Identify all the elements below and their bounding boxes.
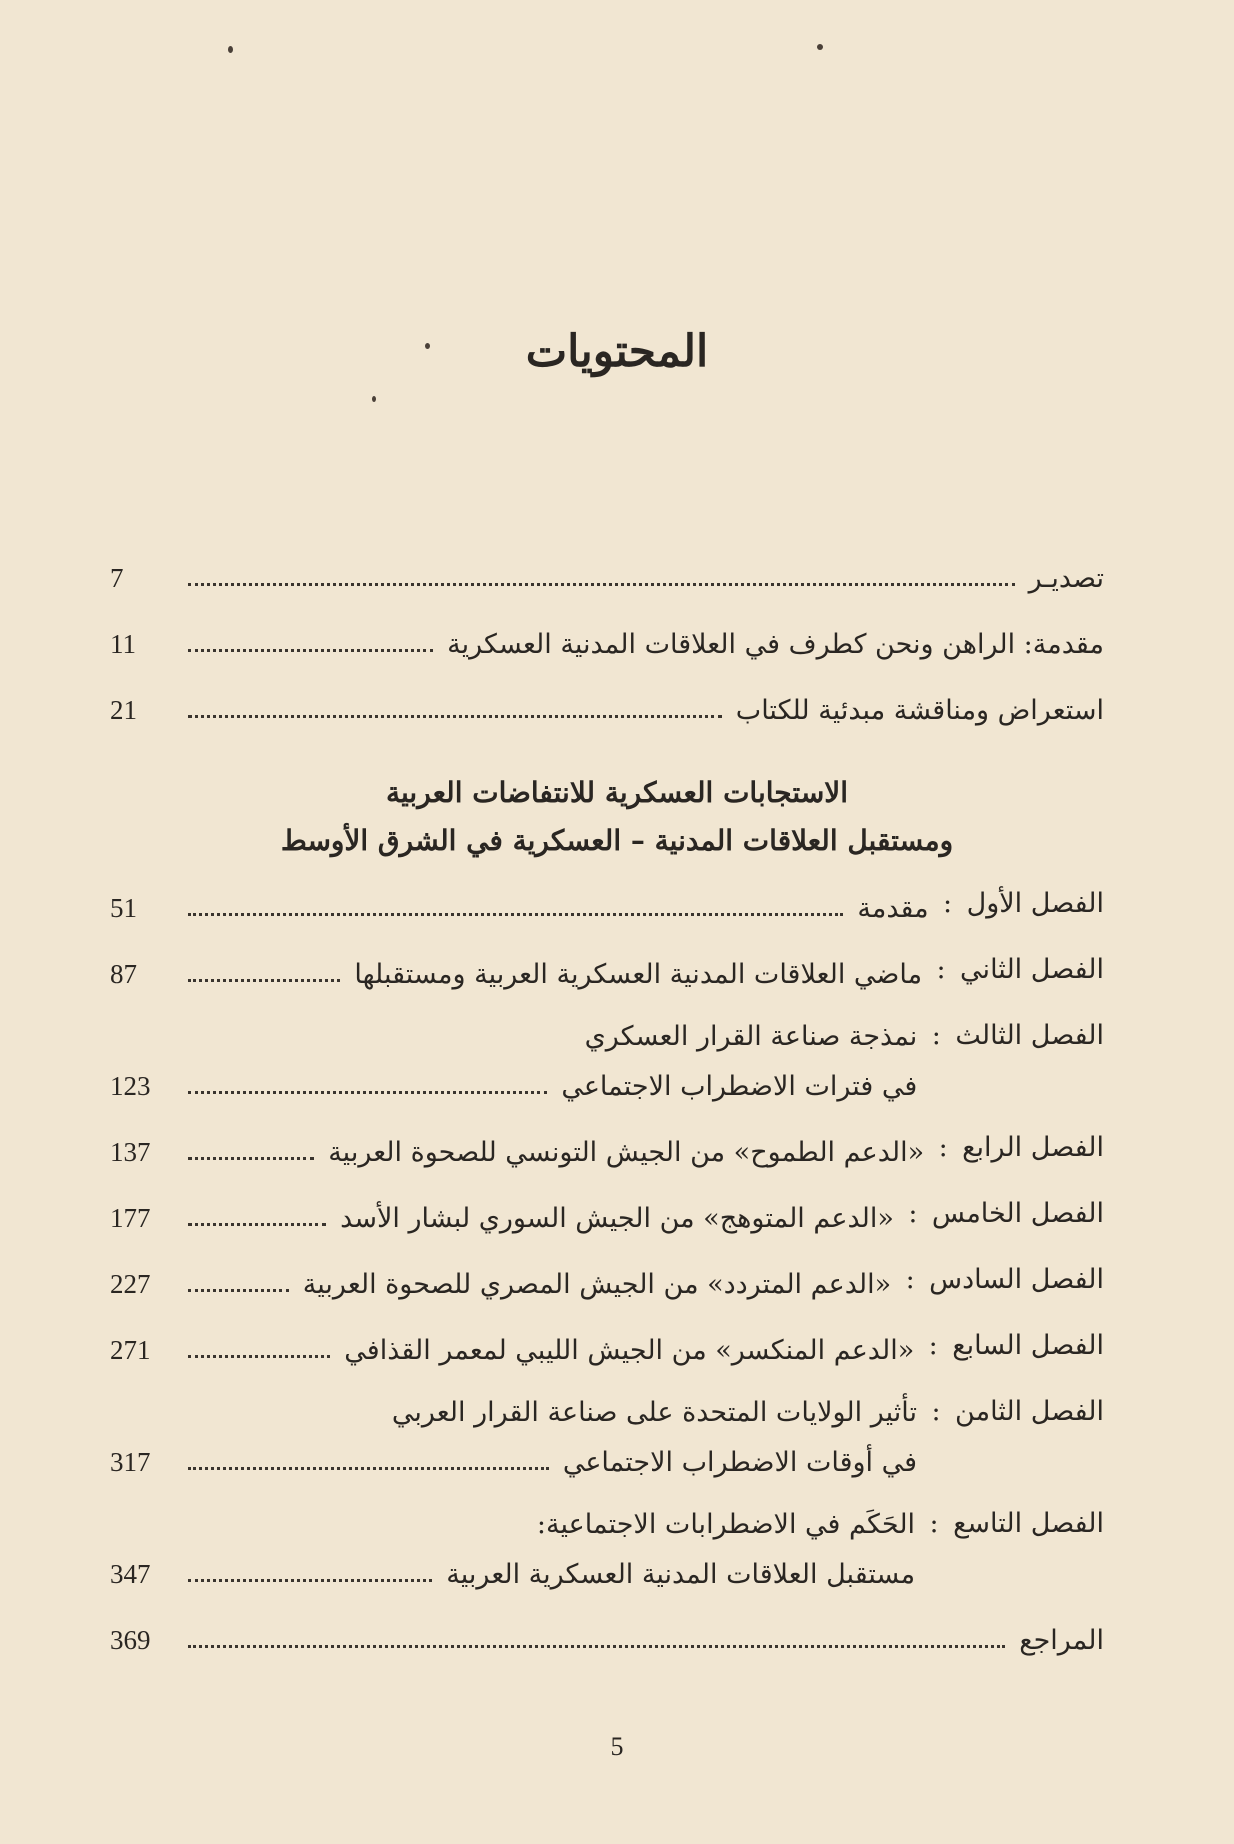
chapter-label: الفصل السابع xyxy=(952,1330,1104,1361)
chapter-title-line: «الدعم المتردد» من الجيش المصري للصحوة العربية xyxy=(302,1269,892,1300)
entry-label: مقدمة: الراهن ونحن كطرف في العلاقات المدنية العسكرية xyxy=(447,629,1104,660)
chapter-title-line: مقدمة xyxy=(857,893,929,924)
entry-page-number: 177 xyxy=(110,1203,151,1233)
entry-label: المراجع xyxy=(1019,1625,1104,1656)
chapter-title xyxy=(174,1324,914,1370)
page-number: 5 xyxy=(610,1732,624,1761)
chapter-colon: : xyxy=(908,1198,918,1229)
dot-leader xyxy=(188,979,340,982)
toc-entry-introduction[interactable] xyxy=(110,618,1104,664)
toc-entry-references[interactable] xyxy=(110,1614,1104,1660)
entry-label: استعراض ومناقشة مبدئية للكتاب xyxy=(735,695,1104,726)
chapter-title-line: «الدعم المنكسر» من الجيش الليبي لمعمر القذافي xyxy=(344,1335,915,1366)
chapter-label: الفصل الأول xyxy=(966,888,1104,919)
toc-entry-preface[interactable] xyxy=(110,552,1104,598)
dot-leader xyxy=(188,583,1015,586)
section-heading-spacer xyxy=(110,750,1104,882)
toc-chapter-2[interactable] xyxy=(110,948,1104,994)
chapter-title xyxy=(174,1192,894,1238)
entry-page-number: 369 xyxy=(110,1625,151,1655)
chapter-colon: : xyxy=(931,1396,941,1427)
toc-chapter-4[interactable] xyxy=(110,1126,1104,1172)
chapter-colon: : xyxy=(929,1508,939,1539)
toc-chapter-6[interactable] xyxy=(110,1258,1104,1304)
chapter-title xyxy=(174,1390,917,1482)
entry-page-number: 317 xyxy=(110,1447,151,1477)
dot-leader xyxy=(188,1467,549,1470)
section-heading-line-1: الاستجابات العسكرية للانتفاضات العربية xyxy=(385,776,849,809)
entry-page-number: 271 xyxy=(110,1335,151,1365)
chapter-label: الفصل الثامن xyxy=(955,1396,1104,1427)
chapter-label: الفصل السادس xyxy=(929,1264,1104,1295)
entry-page-number: 21 xyxy=(110,695,137,725)
chapter-colon: : xyxy=(905,1264,915,1295)
paper-speck xyxy=(372,396,376,402)
chapter-label: الفصل الخامس xyxy=(931,1198,1104,1229)
dot-leader xyxy=(188,1645,1005,1648)
dot-leader xyxy=(188,1289,289,1292)
entry-page-number: 7 xyxy=(110,563,124,593)
entry-page-number: 227 xyxy=(110,1269,151,1299)
chapter-label: الفصل الرابع xyxy=(962,1132,1104,1163)
dot-leader xyxy=(188,1579,432,1582)
chapter-title-line: ماضي العلاقات المدنية العسكرية العربية ومستقبلها xyxy=(354,959,923,990)
dot-leader xyxy=(188,1157,314,1160)
chapter-title-line: نمذجة صناعة القرار العسكري xyxy=(584,1021,918,1052)
entry-page-number: 87 xyxy=(110,959,137,989)
toc-chapter-3[interactable] xyxy=(110,1014,1104,1106)
entry-page-number: 347 xyxy=(110,1559,151,1589)
chapter-title-line: الحَكَم في الاضطرابات الاجتماعية: xyxy=(536,1509,916,1540)
chapter-title-line: في فترات الاضطراب الاجتماعي xyxy=(561,1071,918,1102)
dot-leader xyxy=(188,913,843,916)
chapter-title xyxy=(174,1126,924,1172)
dot-leader xyxy=(188,1223,326,1226)
page-title: المحتويات xyxy=(525,326,709,377)
chapter-title xyxy=(174,1502,915,1594)
toc-chapter-5[interactable] xyxy=(110,1192,1104,1238)
chapter-colon: : xyxy=(928,1330,938,1361)
chapter-title xyxy=(174,1014,917,1106)
paper-speck xyxy=(228,46,233,53)
dot-leader xyxy=(188,649,433,652)
chapter-title xyxy=(174,948,922,994)
entry-page-number: 123 xyxy=(110,1071,151,1101)
chapter-title xyxy=(174,1258,891,1304)
entry-page-number: 11 xyxy=(110,629,136,659)
entry-page-number: 137 xyxy=(110,1137,151,1167)
toc-chapter-7[interactable] xyxy=(110,1324,1104,1370)
entry-label: تصديـر xyxy=(1028,563,1104,594)
entry-page-number: 51 xyxy=(110,893,137,923)
chapter-title-line: «الدعم المتوهج» من الجيش السوري لبشار الأسد xyxy=(340,1203,894,1234)
section-heading-line-2: ومستقبل العلاقات المدنية – العسكرية في الشرق الأوسط xyxy=(280,824,954,857)
paper-speck xyxy=(817,44,823,50)
dot-leader xyxy=(188,715,722,718)
table-of-contents xyxy=(110,552,1104,1680)
chapter-colon: : xyxy=(931,1020,941,1051)
chapter-title-line: مستقبل العلاقات المدنية العسكرية العربية xyxy=(446,1559,916,1590)
chapter-title-line: «الدعم الطموح» من الجيش التونسي للصحوة العربية xyxy=(328,1137,925,1168)
dot-leader xyxy=(188,1091,547,1094)
toc-chapter-8[interactable] xyxy=(110,1390,1104,1482)
toc-entry-overview[interactable] xyxy=(110,684,1104,730)
dot-leader xyxy=(188,1355,330,1358)
toc-chapter-1[interactable] xyxy=(110,882,1104,928)
chapter-title-line: في أوقات الاضطراب الاجتماعي xyxy=(562,1447,918,1478)
chapter-title-line: تأثير الولايات المتحدة على صناعة القرار العربي xyxy=(391,1397,918,1428)
chapter-colon: : xyxy=(938,1132,948,1163)
chapter-colon: : xyxy=(943,888,953,919)
chapter-label: الفصل التاسع xyxy=(953,1508,1104,1539)
chapter-label: الفصل الثاني xyxy=(960,954,1104,985)
chapter-title xyxy=(174,882,929,928)
chapter-colon: : xyxy=(936,954,946,985)
toc-chapter-9[interactable] xyxy=(110,1502,1104,1594)
chapter-label: الفصل الثالث xyxy=(955,1020,1104,1051)
